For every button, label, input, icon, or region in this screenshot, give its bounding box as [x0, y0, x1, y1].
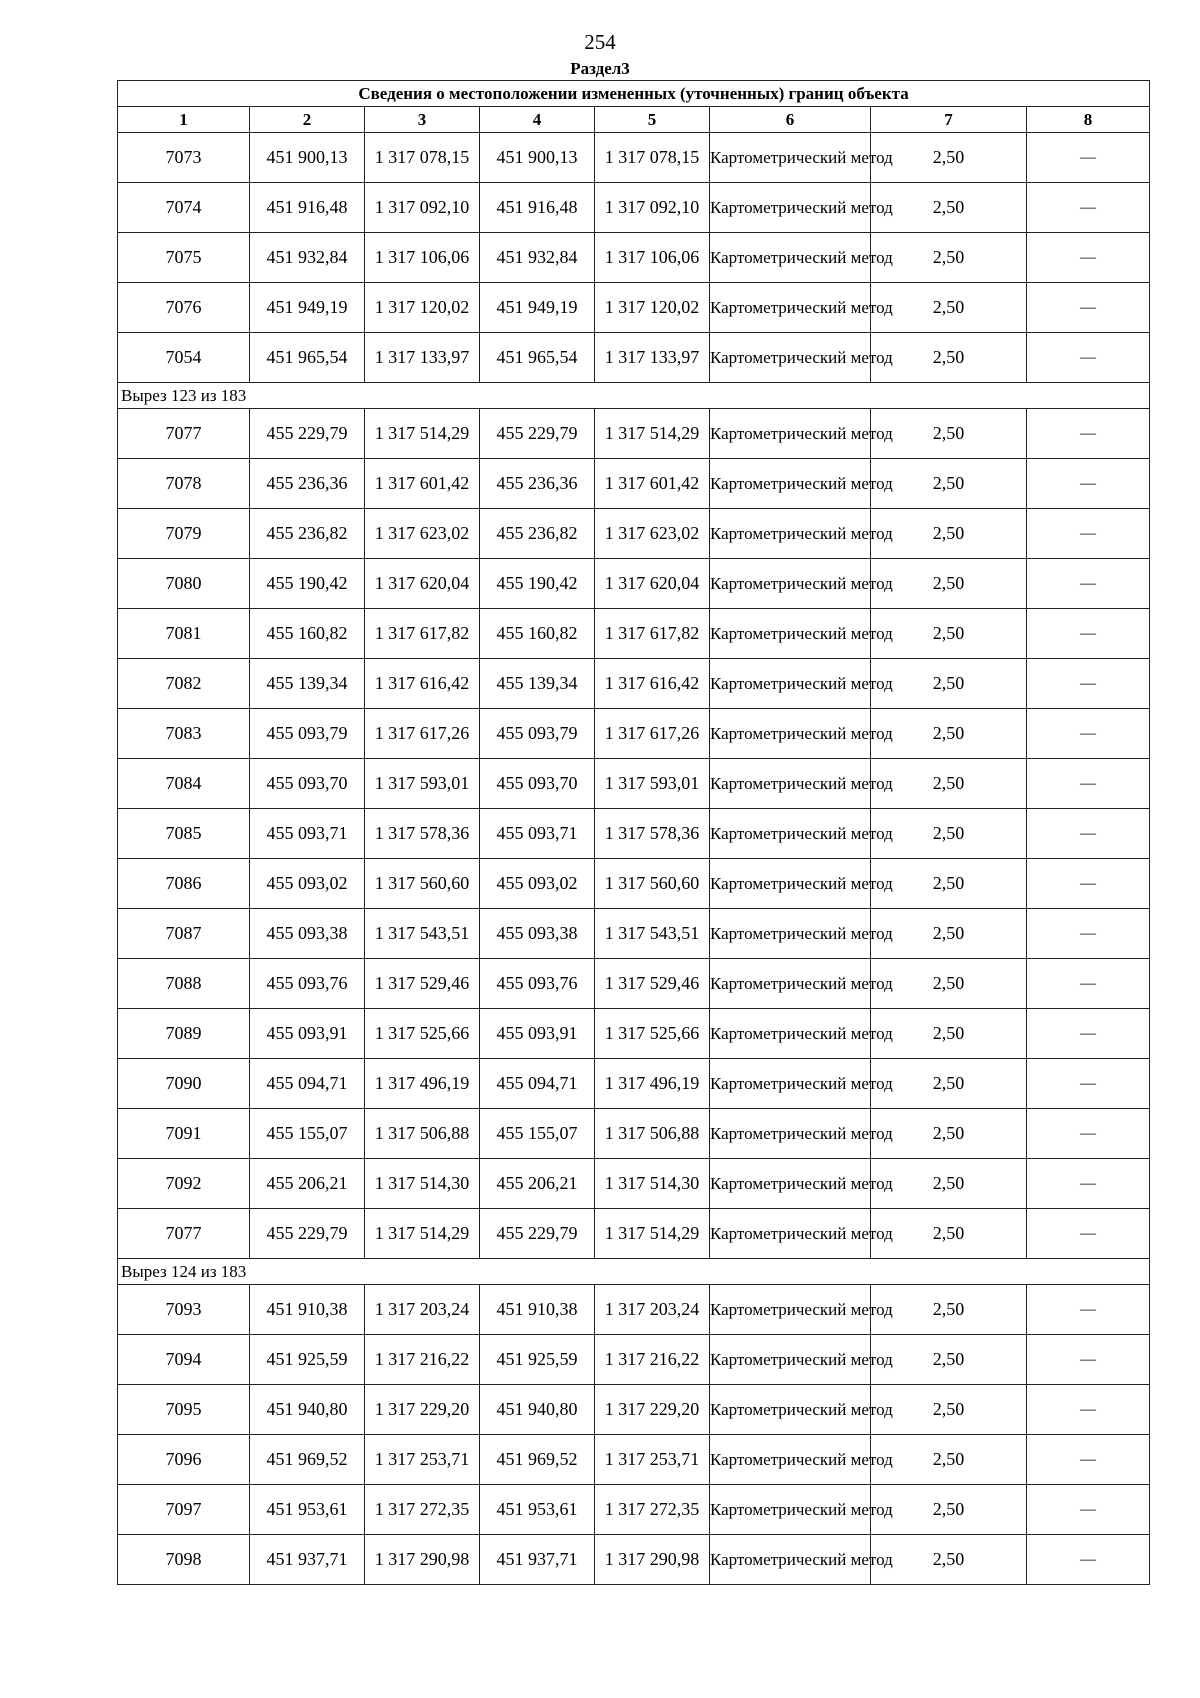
description: —: [1027, 133, 1150, 183]
accuracy: 2,50: [871, 1009, 1027, 1059]
table-row: [118, 1285, 1150, 1335]
y-coordinate-new: 1 317 078,15: [595, 133, 710, 183]
table-row: [118, 1485, 1150, 1535]
accuracy: 2,50: [871, 1385, 1027, 1435]
x-coordinate-old: 451 916,48: [250, 183, 365, 233]
x-coordinate-new: 455 094,71: [480, 1059, 595, 1109]
y-coordinate-new: 1 317 529,46: [595, 959, 710, 1009]
method: Картометрический метод: [710, 759, 871, 809]
point-number: 7094: [118, 1335, 250, 1385]
y-coordinate-new: 1 317 216,22: [595, 1335, 710, 1385]
description: —: [1027, 183, 1150, 233]
accuracy: 2,50: [871, 133, 1027, 183]
x-coordinate-old: 455 236,82: [250, 509, 365, 559]
method: Картометрический метод: [710, 1059, 871, 1109]
description: —: [1027, 559, 1150, 609]
table-row: [118, 1385, 1150, 1435]
x-coordinate-new: 451 925,59: [480, 1335, 595, 1385]
method: Картометрический метод: [710, 509, 871, 559]
description: —: [1027, 1335, 1150, 1385]
coordinates-table: [117, 80, 1150, 1585]
accuracy: 2,50: [871, 283, 1027, 333]
y-coordinate-new: 1 317 496,19: [595, 1059, 710, 1109]
y-coordinate-new: 1 317 514,29: [595, 409, 710, 459]
table-row: [118, 459, 1150, 509]
point-number: 7078: [118, 459, 250, 509]
x-coordinate-new: 451 937,71: [480, 1535, 595, 1585]
table-row: [118, 959, 1150, 1009]
x-coordinate-new: 451 900,13: [480, 133, 595, 183]
y-coordinate-old: 1 317 529,46: [365, 959, 480, 1009]
table-row: [118, 759, 1150, 809]
y-coordinate-new: 1 317 106,06: [595, 233, 710, 283]
point-number: 7098: [118, 1535, 250, 1585]
x-coordinate-old: 455 236,36: [250, 459, 365, 509]
point-number: 7054: [118, 333, 250, 383]
point-number: 7092: [118, 1159, 250, 1209]
method: Картометрический метод: [710, 709, 871, 759]
table-row: [118, 609, 1150, 659]
y-coordinate-new: 1 317 601,42: [595, 459, 710, 509]
point-number: 7077: [118, 1209, 250, 1259]
x-coordinate-old: 455 093,02: [250, 859, 365, 909]
table-row: [118, 233, 1150, 283]
x-coordinate-new: 455 190,42: [480, 559, 595, 609]
y-coordinate-old: 1 317 133,97: [365, 333, 480, 383]
y-coordinate-new: 1 317 620,04: [595, 559, 710, 609]
y-coordinate-new: 1 317 617,82: [595, 609, 710, 659]
y-coordinate-new: 1 317 616,42: [595, 659, 710, 709]
y-coordinate-old: 1 317 620,04: [365, 559, 480, 609]
x-coordinate-new: 451 940,80: [480, 1385, 595, 1435]
table-row: [118, 709, 1150, 759]
accuracy: 2,50: [871, 459, 1027, 509]
accuracy: 2,50: [871, 709, 1027, 759]
y-coordinate-old: 1 317 560,60: [365, 859, 480, 909]
point-number: 7090: [118, 1059, 250, 1109]
method: Картометрический метод: [710, 559, 871, 609]
accuracy: 2,50: [871, 1535, 1027, 1585]
column-number: 2: [250, 107, 365, 133]
column-number-row: [118, 107, 1150, 133]
method: Картометрический метод: [710, 133, 871, 183]
accuracy: 2,50: [871, 609, 1027, 659]
y-coordinate-new: 1 317 092,10: [595, 183, 710, 233]
method: Картометрический метод: [710, 283, 871, 333]
column-number: 4: [480, 107, 595, 133]
accuracy: 2,50: [871, 809, 1027, 859]
point-number: 7096: [118, 1435, 250, 1485]
x-coordinate-new: 455 155,07: [480, 1109, 595, 1159]
point-number: 7080: [118, 559, 250, 609]
accuracy: 2,50: [871, 659, 1027, 709]
x-coordinate-new: 451 965,54: [480, 333, 595, 383]
cutout-label-row: [118, 383, 1150, 409]
y-coordinate-old: 1 317 120,02: [365, 283, 480, 333]
description: —: [1027, 959, 1150, 1009]
point-number: 7093: [118, 1285, 250, 1335]
method: Картометрический метод: [710, 1109, 871, 1159]
point-number: 7077: [118, 409, 250, 459]
x-coordinate-old: 455 093,70: [250, 759, 365, 809]
y-coordinate-old: 1 317 623,02: [365, 509, 480, 559]
table-row: [118, 283, 1150, 333]
method: Картометрический метод: [710, 459, 871, 509]
page-number: 254: [584, 30, 616, 54]
y-coordinate-old: 1 317 601,42: [365, 459, 480, 509]
description: —: [1027, 1485, 1150, 1535]
method: Картометрический метод: [710, 1385, 871, 1435]
y-coordinate-old: 1 317 229,20: [365, 1385, 480, 1435]
x-coordinate-old: 455 229,79: [250, 409, 365, 459]
x-coordinate-old: 455 229,79: [250, 1209, 365, 1259]
x-coordinate-new: 451 916,48: [480, 183, 595, 233]
table-row: [118, 1109, 1150, 1159]
y-coordinate-new: 1 317 543,51: [595, 909, 710, 959]
point-number: 7084: [118, 759, 250, 809]
accuracy: 2,50: [871, 233, 1027, 283]
table-title: Сведения о местоположении измененных (уточненных) границ объекта: [118, 81, 1150, 107]
y-coordinate-old: 1 317 506,88: [365, 1109, 480, 1159]
description: —: [1027, 1385, 1150, 1435]
y-coordinate-new: 1 317 623,02: [595, 509, 710, 559]
table-row: [118, 509, 1150, 559]
accuracy: 2,50: [871, 859, 1027, 909]
description: —: [1027, 1009, 1150, 1059]
accuracy: 2,50: [871, 1485, 1027, 1535]
table-row: [118, 409, 1150, 459]
point-number: 7097: [118, 1485, 250, 1535]
accuracy: 2,50: [871, 1435, 1027, 1485]
column-number: 8: [1027, 107, 1150, 133]
x-coordinate-new: 451 949,19: [480, 283, 595, 333]
y-coordinate-new: 1 317 290,98: [595, 1535, 710, 1585]
point-number: 7075: [118, 233, 250, 283]
y-coordinate-new: 1 317 578,36: [595, 809, 710, 859]
x-coordinate-old: 455 094,71: [250, 1059, 365, 1109]
description: —: [1027, 1159, 1150, 1209]
x-coordinate-new: 451 932,84: [480, 233, 595, 283]
table-title-row: [118, 81, 1150, 107]
accuracy: 2,50: [871, 409, 1027, 459]
y-coordinate-new: 1 317 617,26: [595, 709, 710, 759]
table-row: [118, 1335, 1150, 1385]
accuracy: 2,50: [871, 559, 1027, 609]
y-coordinate-new: 1 317 514,30: [595, 1159, 710, 1209]
y-coordinate-old: 1 317 253,71: [365, 1435, 480, 1485]
method: Картометрический метод: [710, 1009, 871, 1059]
method: Картометрический метод: [710, 609, 871, 659]
cutout-label: Вырез 123 из 183: [118, 383, 1150, 409]
accuracy: 2,50: [871, 759, 1027, 809]
table-row: [118, 1009, 1150, 1059]
table-row: [118, 1209, 1150, 1259]
description: —: [1027, 1209, 1150, 1259]
table-row: [118, 859, 1150, 909]
accuracy: 2,50: [871, 509, 1027, 559]
y-coordinate-new: 1 317 203,24: [595, 1285, 710, 1335]
method: Картометрический метод: [710, 659, 871, 709]
accuracy: 2,50: [871, 1285, 1027, 1335]
description: —: [1027, 709, 1150, 759]
description: —: [1027, 609, 1150, 659]
column-number: 5: [595, 107, 710, 133]
point-number: 7091: [118, 1109, 250, 1159]
x-coordinate-new: 455 093,76: [480, 959, 595, 1009]
x-coordinate-new: 455 093,91: [480, 1009, 595, 1059]
method: Картометрический метод: [710, 333, 871, 383]
x-coordinate-old: 455 093,76: [250, 959, 365, 1009]
y-coordinate-old: 1 317 078,15: [365, 133, 480, 183]
point-number: 7095: [118, 1385, 250, 1435]
y-coordinate-old: 1 317 496,19: [365, 1059, 480, 1109]
method: Картометрический метод: [710, 1485, 871, 1535]
y-coordinate-new: 1 317 133,97: [595, 333, 710, 383]
point-number: 7083: [118, 709, 250, 759]
x-coordinate-old: 455 093,79: [250, 709, 365, 759]
table-row: [118, 1535, 1150, 1585]
y-coordinate-old: 1 317 543,51: [365, 909, 480, 959]
y-coordinate-old: 1 317 203,24: [365, 1285, 480, 1335]
x-coordinate-new: 455 229,79: [480, 1209, 595, 1259]
table-row: [118, 909, 1150, 959]
description: —: [1027, 283, 1150, 333]
x-coordinate-new: 451 969,52: [480, 1435, 595, 1485]
point-number: 7086: [118, 859, 250, 909]
x-coordinate-old: 455 155,07: [250, 1109, 365, 1159]
point-number: 7081: [118, 609, 250, 659]
x-coordinate-new: 455 160,82: [480, 609, 595, 659]
x-coordinate-old: 455 190,42: [250, 559, 365, 609]
point-number: 7074: [118, 183, 250, 233]
y-coordinate-old: 1 317 106,06: [365, 233, 480, 283]
table-row: [118, 133, 1150, 183]
x-coordinate-new: 455 093,79: [480, 709, 595, 759]
x-coordinate-new: 455 236,36: [480, 459, 595, 509]
method: Картометрический метод: [710, 959, 871, 1009]
description: —: [1027, 1109, 1150, 1159]
x-coordinate-old: 451 910,38: [250, 1285, 365, 1335]
y-coordinate-old: 1 317 514,30: [365, 1159, 480, 1209]
point-number: 7085: [118, 809, 250, 859]
x-coordinate-new: 451 910,38: [480, 1285, 595, 1335]
x-coordinate-old: 455 093,38: [250, 909, 365, 959]
x-coordinate-old: 455 206,21: [250, 1159, 365, 1209]
description: —: [1027, 1285, 1150, 1335]
cutout-label-row: [118, 1259, 1150, 1285]
method: Картометрический метод: [710, 1285, 871, 1335]
method: Картометрический метод: [710, 1335, 871, 1385]
description: —: [1027, 509, 1150, 559]
method: Картометрический метод: [710, 809, 871, 859]
description: —: [1027, 809, 1150, 859]
x-coordinate-old: 455 160,82: [250, 609, 365, 659]
description: —: [1027, 409, 1150, 459]
y-coordinate-new: 1 317 120,02: [595, 283, 710, 333]
point-number: 7073: [118, 133, 250, 183]
y-coordinate-new: 1 317 560,60: [595, 859, 710, 909]
description: —: [1027, 1059, 1150, 1109]
table-row: [118, 809, 1150, 859]
x-coordinate-new: 455 236,82: [480, 509, 595, 559]
accuracy: 2,50: [871, 1335, 1027, 1385]
x-coordinate-new: 455 139,34: [480, 659, 595, 709]
method: Картометрический метод: [710, 1209, 871, 1259]
y-coordinate-old: 1 317 272,35: [365, 1485, 480, 1535]
y-coordinate-old: 1 317 525,66: [365, 1009, 480, 1059]
table-row: [118, 333, 1150, 383]
description: —: [1027, 859, 1150, 909]
point-number: 7076: [118, 283, 250, 333]
method: Картометрический метод: [710, 1159, 871, 1209]
method: Картометрический метод: [710, 909, 871, 959]
cutout-label: Вырез 124 из 183: [118, 1259, 1150, 1285]
description: —: [1027, 1435, 1150, 1485]
y-coordinate-old: 1 317 617,26: [365, 709, 480, 759]
description: —: [1027, 659, 1150, 709]
method: Картометрический метод: [710, 409, 871, 459]
y-coordinate-old: 1 317 290,98: [365, 1535, 480, 1585]
method: Картометрический метод: [710, 233, 871, 283]
y-coordinate-new: 1 317 514,29: [595, 1209, 710, 1259]
x-coordinate-old: 451 965,54: [250, 333, 365, 383]
point-number: 7089: [118, 1009, 250, 1059]
y-coordinate-new: 1 317 229,20: [595, 1385, 710, 1435]
table-row: [118, 183, 1150, 233]
description: —: [1027, 333, 1150, 383]
y-coordinate-new: 1 317 525,66: [595, 1009, 710, 1059]
description: —: [1027, 459, 1150, 509]
x-coordinate-old: 451 969,52: [250, 1435, 365, 1485]
y-coordinate-new: 1 317 506,88: [595, 1109, 710, 1159]
x-coordinate-old: 455 093,71: [250, 809, 365, 859]
column-number: 7: [871, 107, 1027, 133]
accuracy: 2,50: [871, 183, 1027, 233]
column-number: 1: [118, 107, 250, 133]
x-coordinate-old: 455 093,91: [250, 1009, 365, 1059]
x-coordinate-new: 455 093,38: [480, 909, 595, 959]
y-coordinate-new: 1 317 593,01: [595, 759, 710, 809]
description: —: [1027, 909, 1150, 959]
y-coordinate-old: 1 317 514,29: [365, 1209, 480, 1259]
method: Картометрический метод: [710, 859, 871, 909]
accuracy: 2,50: [871, 333, 1027, 383]
accuracy: 2,50: [871, 1109, 1027, 1159]
description: —: [1027, 1535, 1150, 1585]
description: —: [1027, 233, 1150, 283]
y-coordinate-old: 1 317 514,29: [365, 409, 480, 459]
y-coordinate-old: 1 317 216,22: [365, 1335, 480, 1385]
y-coordinate-old: 1 317 616,42: [365, 659, 480, 709]
x-coordinate-new: 455 206,21: [480, 1159, 595, 1209]
table-row: [118, 1159, 1150, 1209]
y-coordinate-old: 1 317 092,10: [365, 183, 480, 233]
accuracy: 2,50: [871, 1209, 1027, 1259]
y-coordinate-new: 1 317 253,71: [595, 1435, 710, 1485]
x-coordinate-new: 455 229,79: [480, 409, 595, 459]
table-row: [118, 559, 1150, 609]
table-row: [118, 659, 1150, 709]
x-coordinate-old: 451 932,84: [250, 233, 365, 283]
x-coordinate-old: 451 940,80: [250, 1385, 365, 1435]
x-coordinate-new: 451 953,61: [480, 1485, 595, 1535]
point-number: 7087: [118, 909, 250, 959]
point-number: 7088: [118, 959, 250, 1009]
method: Картометрический метод: [710, 1435, 871, 1485]
point-number: 7079: [118, 509, 250, 559]
section-title: Раздел3: [570, 59, 630, 78]
table-body: [118, 133, 1150, 1585]
x-coordinate-new: 455 093,71: [480, 809, 595, 859]
y-coordinate-old: 1 317 593,01: [365, 759, 480, 809]
method: Картометрический метод: [710, 1535, 871, 1585]
y-coordinate-old: 1 317 578,36: [365, 809, 480, 859]
x-coordinate-old: 451 953,61: [250, 1485, 365, 1535]
x-coordinate-old: 451 937,71: [250, 1535, 365, 1585]
accuracy: 2,50: [871, 909, 1027, 959]
table-row: [118, 1435, 1150, 1485]
x-coordinate-old: 455 139,34: [250, 659, 365, 709]
table-row: [118, 1059, 1150, 1109]
x-coordinate-old: 451 900,13: [250, 133, 365, 183]
column-number: 3: [365, 107, 480, 133]
point-number: 7082: [118, 659, 250, 709]
accuracy: 2,50: [871, 959, 1027, 1009]
x-coordinate-new: 455 093,70: [480, 759, 595, 809]
description: —: [1027, 759, 1150, 809]
y-coordinate-new: 1 317 272,35: [595, 1485, 710, 1535]
method: Картометрический метод: [710, 183, 871, 233]
x-coordinate-old: 451 925,59: [250, 1335, 365, 1385]
accuracy: 2,50: [871, 1059, 1027, 1109]
accuracy: 2,50: [871, 1159, 1027, 1209]
x-coordinate-old: 451 949,19: [250, 283, 365, 333]
y-coordinate-old: 1 317 617,82: [365, 609, 480, 659]
column-number: 6: [710, 107, 871, 133]
x-coordinate-new: 455 093,02: [480, 859, 595, 909]
